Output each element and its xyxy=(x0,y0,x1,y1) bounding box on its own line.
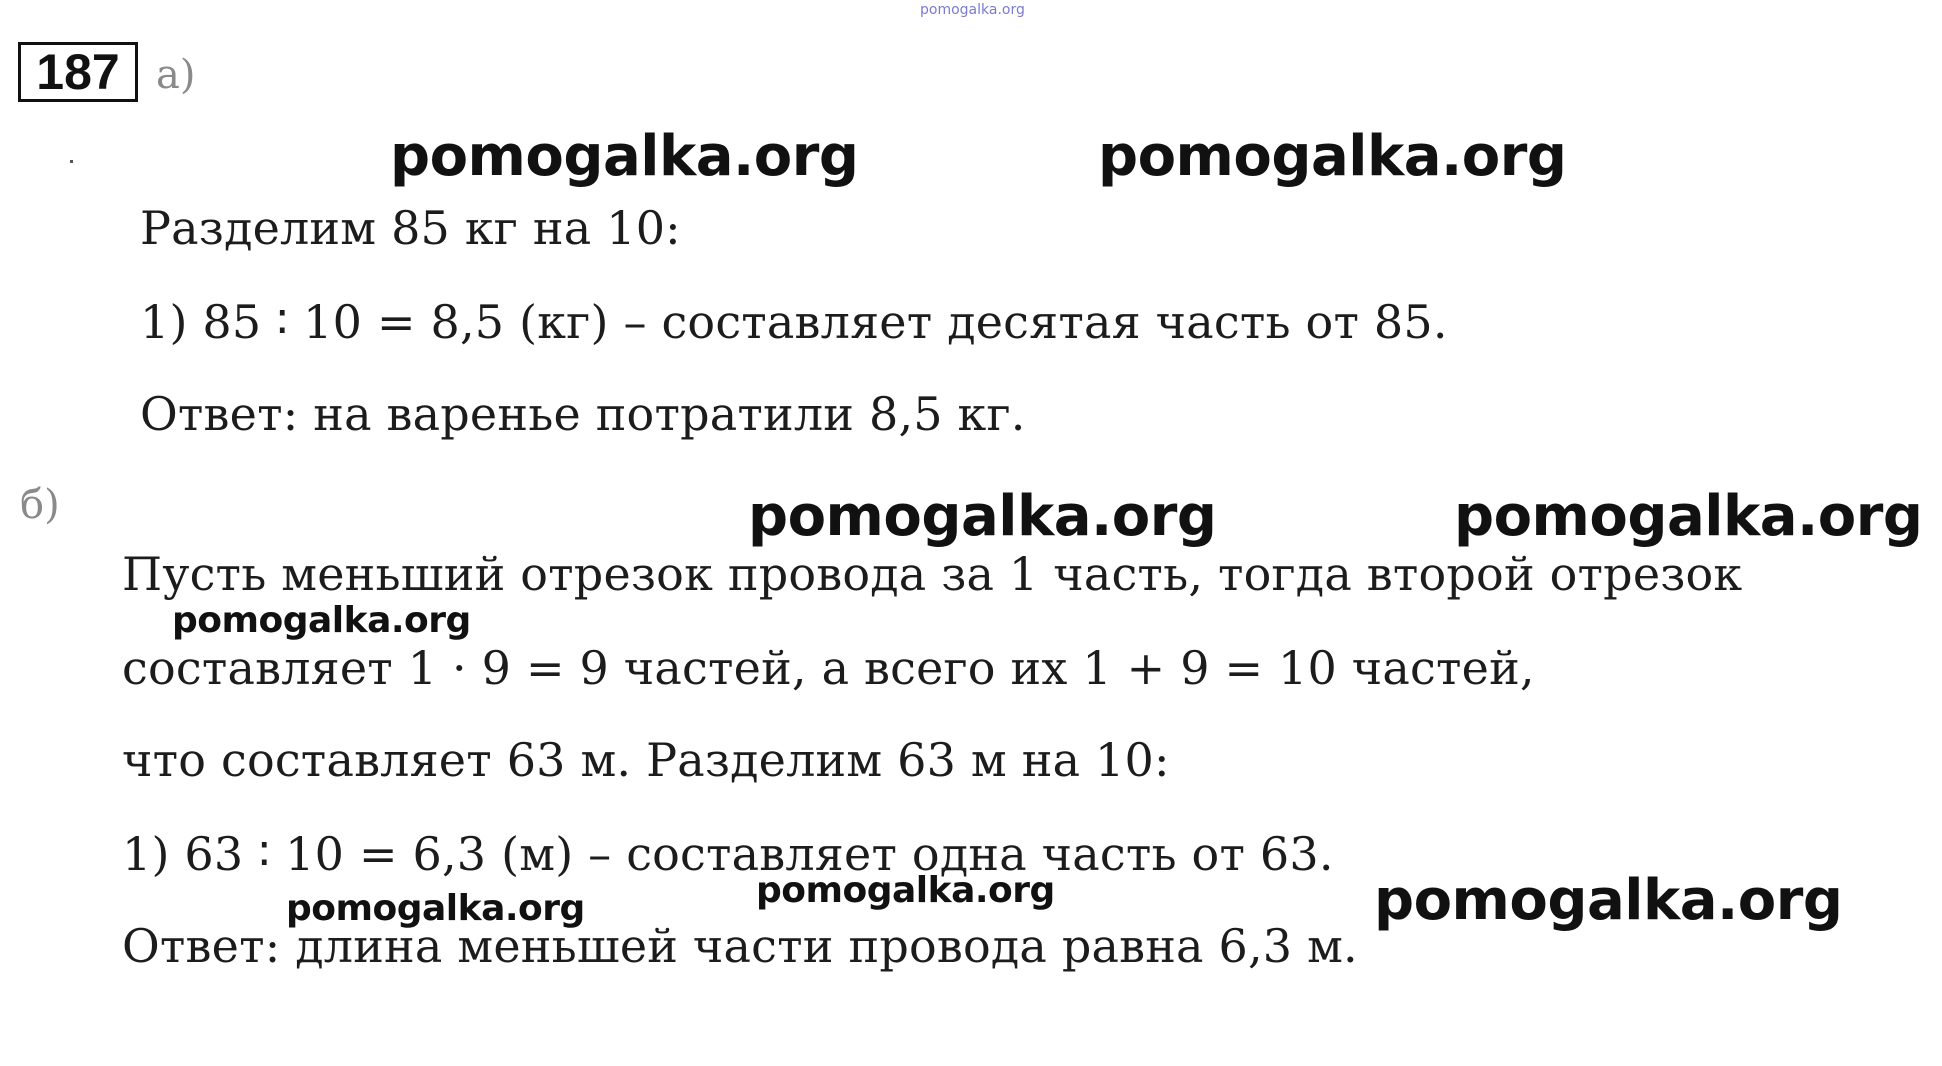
part-a-label: а) xyxy=(156,52,196,98)
part-b-label: б) xyxy=(20,482,60,528)
watermark: pomogalka.org xyxy=(172,600,471,641)
part-a-line-3: Ответ: на варенье потратили 8,5 кг. xyxy=(140,387,1026,441)
stray-dot xyxy=(70,160,73,163)
part-b-line-1: Пусть меньший отрезок провода за 1 часть, тогда второй отрезок xyxy=(122,547,1743,601)
watermark: pomogalka.org xyxy=(390,124,859,189)
watermark: pomogalka.org xyxy=(1098,124,1567,189)
part-a-line-1: Разделим 85 кг на 10: xyxy=(140,201,681,255)
watermark-top: pomogalka.org xyxy=(920,2,1025,18)
problem-number-box: 187 xyxy=(18,42,138,102)
part-a-line-2: 1) 85 ∶ 10 = 8,5 (кг) – составляет десятая часть от 85. xyxy=(140,295,1448,349)
watermark: pomogalka.org xyxy=(748,484,1217,549)
part-b-line-2: составляет 1 · 9 = 9 частей, а всего их 1 + 9 = 10 частей, xyxy=(122,641,1535,695)
part-b-line-4: 1) 63 ∶ 10 = 6,3 (м) – составляет одна часть от 63. xyxy=(122,827,1334,881)
part-b-line-5: Ответ: длина меньшей части провода равна 6,3 м. xyxy=(122,919,1358,973)
watermark: pomogalka.org xyxy=(756,870,1055,911)
part-b-line-3: что составляет 63 м. Разделим 63 м на 10: xyxy=(122,733,1170,787)
watermark: pomogalka.org xyxy=(1454,484,1923,549)
watermark: pomogalka.org xyxy=(286,888,585,929)
watermark: pomogalka.org xyxy=(1374,868,1843,933)
